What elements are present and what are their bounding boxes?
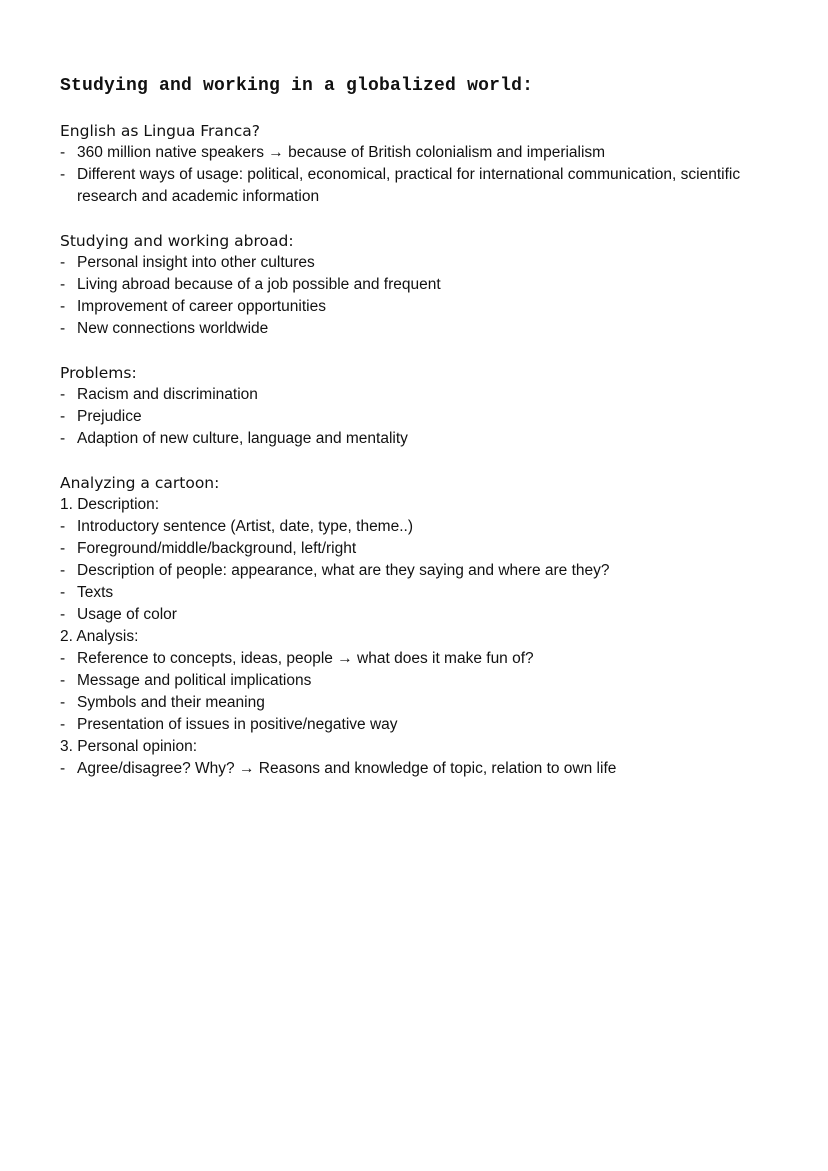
list-item: - Symbols and their meaning [60, 692, 780, 714]
list-item: - Presentation of issues in positive/negative way [60, 714, 780, 736]
section-problems [60, 362, 780, 450]
bullet-list [60, 384, 780, 450]
document-title: Studying and working in a globalized world: [60, 76, 534, 96]
section-heading: English as Lingua Franca? [60, 122, 260, 140]
document-page [60, 74, 780, 802]
bullet-list [60, 758, 780, 780]
list-item: - Improvement of career opportunities [60, 296, 780, 318]
section-heading: Analyzing a cartoon: [60, 474, 220, 492]
bullet-list [60, 648, 780, 736]
section-analyzing-cartoon [60, 472, 780, 780]
list-item: - Prejudice [60, 406, 780, 428]
list-item: - Different ways of usage: political, economical, practical for international communication, scientific research and academic information [60, 164, 780, 208]
bullet-list [60, 142, 780, 208]
list-item: - Personal insight into other cultures [60, 252, 780, 274]
bullet-list [60, 252, 780, 340]
step-label: 3. Personal opinion: [60, 738, 198, 755]
section-studying-abroad [60, 230, 780, 340]
list-item: - Racism and discrimination [60, 384, 780, 406]
section-heading: Problems: [60, 364, 137, 382]
step-label: 1. Description: [60, 496, 160, 513]
bullet-list [60, 516, 780, 626]
list-item: - 360 million native speakers → because of British colonialism and imperialism [60, 142, 780, 164]
list-item: - Introductory sentence (Artist, date, type, theme..) [60, 516, 780, 538]
list-item: - New connections worldwide [60, 318, 780, 340]
list-item: - Texts [60, 582, 780, 604]
list-item: - Foreground/middle/background, left/right [60, 538, 780, 560]
list-item: - Agree/disagree? Why? → Reasons and knowledge of topic, relation to own life [60, 758, 780, 780]
list-item: - Message and political implications [60, 670, 780, 692]
list-item: - Adaption of new culture, language and mentality [60, 428, 780, 450]
list-item: - Living abroad because of a job possible and frequent [60, 274, 780, 296]
list-item: - Usage of color [60, 604, 780, 626]
section-heading: Studying and working abroad: [60, 232, 294, 250]
list-item: - Reference to concepts, ideas, people → what does it make fun of? [60, 648, 780, 670]
list-item: - Description of people: appearance, what are they saying and where are they? [60, 560, 780, 582]
section-lingua-franca [60, 120, 780, 208]
step-label: 2. Analysis: [60, 628, 139, 645]
